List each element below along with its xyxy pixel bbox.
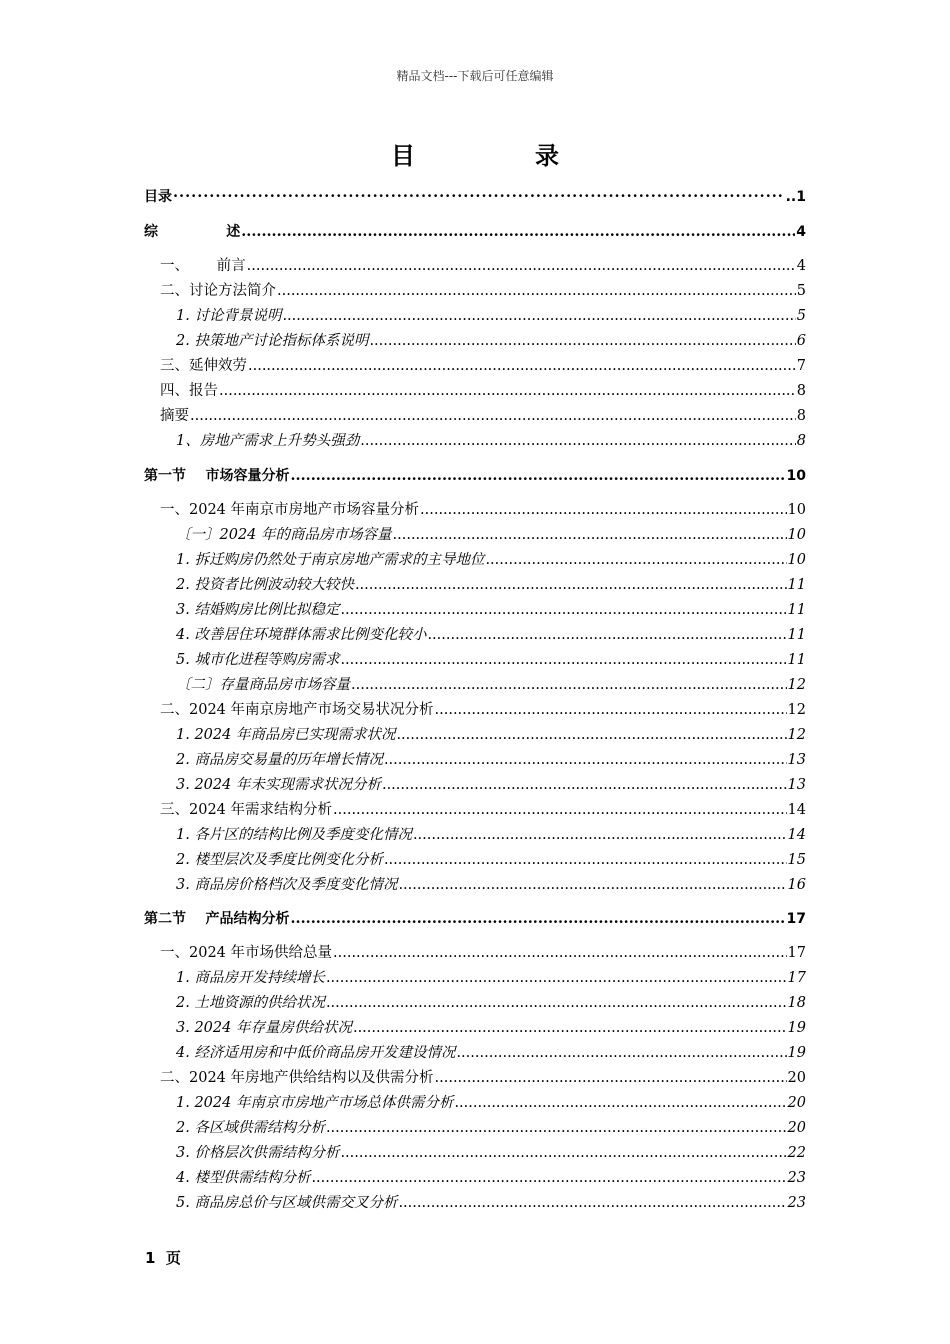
toc-entry[interactable]: 目录 ····· ..1 (144, 185, 806, 207)
title-char-left: 目 (391, 142, 415, 170)
toc-entry[interactable]: 2. 投资者比例波动较大较快 ..... 11 (176, 573, 806, 595)
toc-entry[interactable]: 1. 商品房开发持续增长 ..... 17 (176, 966, 806, 988)
toc-entry[interactable]: 1. 各片区的结构比例及季度变化情况 ..... 14 (176, 823, 806, 845)
toc-entry[interactable]: 3. 价格层次供需结构分析 ..... 22 (176, 1141, 806, 1163)
toc-entry[interactable]: 4. 改善居住环境群体需求比例变化较小 ..... 11 (176, 623, 806, 645)
toc-entry[interactable]: 第二节 产品结构分析 ..... 17 (144, 907, 806, 929)
toc-entry[interactable]: 1. 拆迁购房仍然处于南京房地产需求的主导地位 ..... 10 (176, 548, 806, 570)
toc-entry[interactable]: 一、2024 年市场供给总量 ..... 17 (160, 941, 806, 963)
toc-entry[interactable]: 3. 商品房价格档次及季度变化情况 ..... 16 (176, 873, 806, 895)
toc-entry[interactable]: 5. 商品房总价与区域供需交叉分析 ..... 23 (176, 1191, 806, 1213)
toc-entry[interactable]: 二、讨论方法简介 ..... 5 (160, 279, 806, 301)
toc-entry[interactable]: 三、2024 年需求结构分析 ..... 14 (160, 798, 806, 820)
toc-entry[interactable]: 二、2024 年南京房地产市场交易状况分析 ..... 12 (160, 698, 806, 720)
toc-entry[interactable]: 1. 2024 年商品房已实现需求状况 ..... 12 (176, 723, 806, 745)
toc-entry[interactable]: 三、延伸效劳 ..... 7 (160, 354, 806, 376)
toc-entry[interactable]: 2. 各区域供需结构分析 ..... 20 (176, 1116, 806, 1138)
toc-entry[interactable]: 一、 前言 ..... 4 (160, 254, 806, 276)
toc-entry[interactable]: 1. 讨论背景说明 ..... 5 (176, 304, 806, 326)
toc-entry[interactable]: 〔一〕2024 年的商品房市场容量 ..... 10 (176, 523, 806, 545)
page-number-footer: 1 页 (145, 1249, 181, 1267)
toc-entry[interactable]: 2. 楼型层次及季度比例变化分析 ..... 15 (176, 848, 806, 870)
toc-entry[interactable]: 5. 城市化进程等购房需求 ..... 11 (176, 648, 806, 670)
toc-entry[interactable]: 四、报告 ..... 8 (160, 379, 806, 401)
toc-entry[interactable]: 4. 楼型供需结构分析 ..... 23 (176, 1166, 806, 1188)
toc-entry[interactable]: 2. 抉策地产讨论指标体系说明 ..... 6 (176, 329, 806, 351)
toc-entry[interactable]: 4. 经济适用房和中低价商品房开发建设情况 ..... 19 (176, 1041, 806, 1063)
page-header: 精品文档---下载后可任意编辑 (396, 69, 554, 83)
toc-entry[interactable]: 3. 2024 年存量房供给状况 ..... 19 (176, 1016, 806, 1038)
toc-entry[interactable]: 第一节 市场容量分析 ..... 10 (144, 464, 806, 486)
toc-entry[interactable]: 3. 结婚购房比例比拟稳定 ..... 11 (176, 598, 806, 620)
toc-entry[interactable]: 摘要 ..... 8 (160, 404, 806, 426)
toc-entry[interactable]: 1、房地产需求上升势头强劲 ..... 8 (176, 429, 806, 451)
toc-entry[interactable]: 3. 2024 年未实现需求状况分析 ..... 13 (176, 773, 806, 795)
page-title (0, 136, 950, 171)
toc-entry[interactable]: 1. 2024 年南京市房地产市场总体供需分析 ..... 20 (176, 1091, 806, 1113)
toc-entry[interactable]: 综 述 ..... 4 (144, 220, 806, 242)
toc-entry[interactable]: 2. 土地资源的供给状况 ..... 18 (176, 991, 806, 1013)
toc-entry[interactable]: 〔二〕存量商品房市场容量 ..... 12 (176, 673, 806, 695)
title-char-right: 录 (535, 142, 559, 170)
toc-entry[interactable]: 2. 商品房交易量的历年增长情况 ..... 13 (176, 748, 806, 770)
toc-entry[interactable]: 一、2024 年南京市房地产市场容量分析 ..... 10 (160, 498, 806, 520)
toc-entry[interactable]: 二、2024 年房地产供给结构以及供需分析 ..... 20 (160, 1066, 806, 1088)
